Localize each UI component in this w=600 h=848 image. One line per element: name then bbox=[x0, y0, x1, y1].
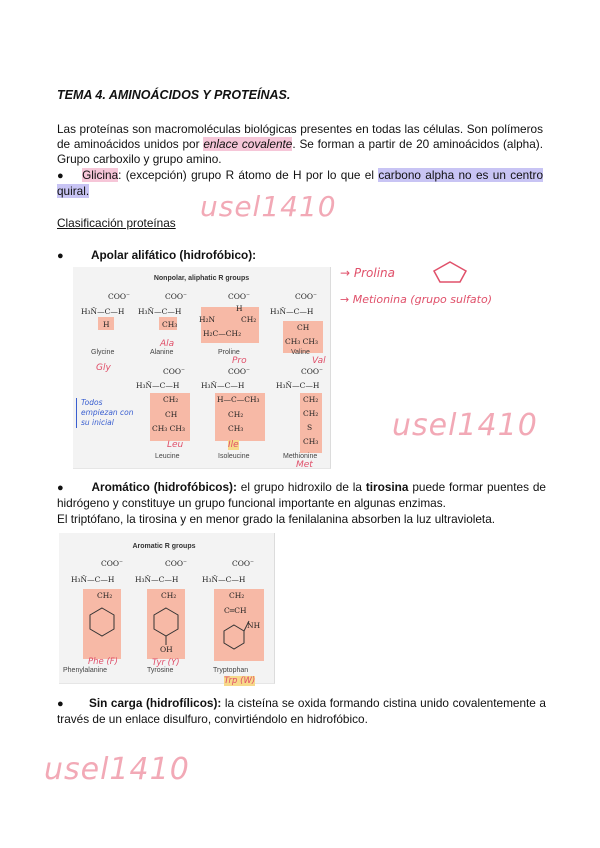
intro-highlight: enlace covalente bbox=[203, 137, 293, 151]
figure-title: Nonpolar, aliphatic R groups bbox=[153, 275, 250, 282]
mol-rgroup: S bbox=[307, 423, 313, 432]
mol-amino: H₃N̂—C—H bbox=[270, 307, 314, 316]
pentagon-sketch bbox=[432, 260, 468, 284]
apolar-heading-row bbox=[57, 248, 256, 262]
figure-nonpolar bbox=[73, 267, 331, 469]
note-val: Val bbox=[312, 356, 326, 366]
mol-amino: H₃N̂—C—H bbox=[136, 381, 180, 390]
mol-rgroup: CH₃ bbox=[303, 437, 319, 446]
mol-rgroup: H₂C—CH₂ bbox=[203, 329, 242, 338]
mol-rgroup: CH₂ bbox=[163, 395, 179, 404]
mol-coo: COO⁻ bbox=[165, 292, 187, 301]
mol-rgroup: CH₃ bbox=[162, 320, 178, 329]
aromatico-paragraph bbox=[57, 480, 546, 511]
mol-rgroup: CH₂ bbox=[161, 591, 177, 600]
note-side: Todos empiezan con su inicial bbox=[76, 398, 135, 428]
watermark: usel1410 bbox=[200, 190, 337, 223]
aromatico-heading: Aromático (hidrofóbicos): bbox=[91, 480, 237, 494]
note-tyr: Tyr (Y) bbox=[152, 658, 180, 668]
aromatico-line2: El triptófano, la tirosina y en menor grado la fenilalanina absorben la luz ultravioleta. bbox=[57, 512, 496, 526]
mol-rgroup: CH₂ bbox=[303, 409, 319, 418]
aa-name: Phenylalanine bbox=[63, 667, 107, 674]
bullet: ● bbox=[57, 250, 64, 262]
mol-coo: COO⁻ bbox=[232, 559, 254, 568]
mol-coo: COO⁻ bbox=[101, 559, 123, 568]
mol-coo: COO⁻ bbox=[228, 292, 250, 301]
mol-amino: H₃N̂—C—H bbox=[138, 307, 182, 316]
aa-name: Tryptophan bbox=[213, 667, 249, 674]
mol-rgroup: H bbox=[103, 320, 110, 329]
bullet: ● bbox=[57, 698, 64, 710]
glicina-text: : (excepción) grupo R átomo de H por lo que el bbox=[118, 168, 379, 182]
bullet: ● bbox=[57, 482, 65, 494]
note-gly: Gly bbox=[96, 363, 111, 373]
aromatico-text-2: puede formar puentes de hidrógeno y constituye un grupo funcional importante en algunas enzimas. bbox=[57, 480, 546, 510]
mol-rgroup: CH₃ CH₃ bbox=[152, 424, 185, 433]
aa-name: Isoleucine bbox=[218, 453, 250, 460]
intro-paragraph bbox=[57, 122, 543, 167]
mol-coo: COO⁻ bbox=[163, 367, 185, 376]
sincarga-heading: Sin carga (hidrofílicos): bbox=[88, 696, 222, 710]
tirosina-term: tirosina bbox=[365, 480, 409, 494]
mol-coo: COO⁻ bbox=[295, 292, 317, 301]
mol-amino: H₃N̂—C—H bbox=[81, 307, 125, 316]
mol-rgroup: C═CH bbox=[224, 606, 247, 615]
watermark: usel1410 bbox=[392, 408, 538, 443]
mol-rgroup: CH₂ bbox=[228, 410, 244, 419]
mol-rgroup: CH₃ bbox=[228, 424, 244, 433]
mol-amino: H₃N̂—C—H bbox=[71, 575, 115, 584]
mol-amino: H₃N̂—C—H bbox=[135, 575, 179, 584]
aa-name: Tyrosine bbox=[147, 667, 174, 674]
section-heading: Clasificación proteínas bbox=[57, 216, 176, 230]
glicina-highlight: carbono alpha no es un centro quiral. bbox=[57, 168, 543, 198]
note-met: Met bbox=[296, 460, 313, 470]
aa-name: Methionine bbox=[283, 453, 318, 460]
aa-name: Leucine bbox=[155, 453, 180, 460]
note-phe: Phe (F) bbox=[88, 657, 118, 667]
mol-rgroup: CH bbox=[297, 323, 310, 332]
note-trp: Trp (W) bbox=[224, 676, 256, 686]
mol-rgroup: CH₂ bbox=[229, 591, 245, 600]
apolar-heading: Apolar alifático (hidrofóbico): bbox=[90, 248, 257, 262]
mol-rgroup: CH₂ bbox=[241, 315, 257, 324]
mol-coo: COO⁻ bbox=[165, 559, 187, 568]
page-title: TEMA 4. AMINOÁCIDOS Y PROTEÍNAS. bbox=[57, 88, 291, 102]
bullet: ● bbox=[57, 170, 65, 182]
note-ala: Ala bbox=[160, 339, 175, 349]
mol-rgroup: CH₃ CH₃ bbox=[285, 337, 318, 346]
mol-amino: H₃N̂—C—H bbox=[202, 575, 246, 584]
aa-name: Glycine bbox=[91, 349, 115, 356]
mol-rgroup: NH bbox=[247, 621, 261, 630]
mol-rgroup: H₂N bbox=[199, 315, 216, 324]
figure-title: Aromatic R groups bbox=[132, 543, 196, 550]
mol-amino-h: H bbox=[236, 304, 243, 313]
note-pro: Pro bbox=[232, 356, 247, 366]
note-metionina: → Metionina (grupo sulfato) bbox=[340, 293, 492, 306]
note-ile: Ile bbox=[228, 440, 239, 450]
mol-amino: H₃N̂—C—H bbox=[276, 381, 320, 390]
sincarga-paragraph bbox=[57, 696, 546, 727]
note-leu: Leu bbox=[167, 440, 184, 450]
mol-coo: COO⁻ bbox=[108, 292, 130, 301]
intro-text-2: . Se forman a partir de 20 aminoácidos (alpha). Grupo carboxilo y grupo amino. bbox=[57, 137, 543, 166]
aa-name: Alanine bbox=[150, 349, 174, 356]
mol-amino: H₃N̂—C—H bbox=[201, 381, 245, 390]
mol-rgroup: CH₂ bbox=[97, 591, 113, 600]
mol-coo: COO⁻ bbox=[301, 367, 323, 376]
aa-name: Valine bbox=[291, 349, 310, 356]
glicina-name: Glicina bbox=[82, 168, 119, 182]
mol-rgroup: CH₂ bbox=[303, 395, 319, 404]
mol-rgroup: H—C—CH₃ bbox=[217, 395, 260, 404]
mol-rgroup: OH bbox=[160, 645, 173, 654]
aa-name: Proline bbox=[218, 349, 240, 356]
intro-text-1: Las proteínas son macromoléculas biológicas presentes en todas las células. Son polímeros de aminoácidos unidos por bbox=[57, 122, 543, 151]
aromatico-text-1: el grupo hidroxilo de la bbox=[236, 480, 366, 494]
sincarga-text: la cisteína se oxida formando cistina unido covalentemente a través de un enlace disulfuro, convirtiéndolo en hidrofóbico. bbox=[57, 696, 546, 726]
mol-coo: COO⁻ bbox=[228, 367, 250, 376]
mol-rgroup: CH bbox=[165, 410, 178, 419]
watermark: usel1410 bbox=[44, 752, 190, 787]
note-prolina: → Prolina bbox=[340, 266, 396, 280]
